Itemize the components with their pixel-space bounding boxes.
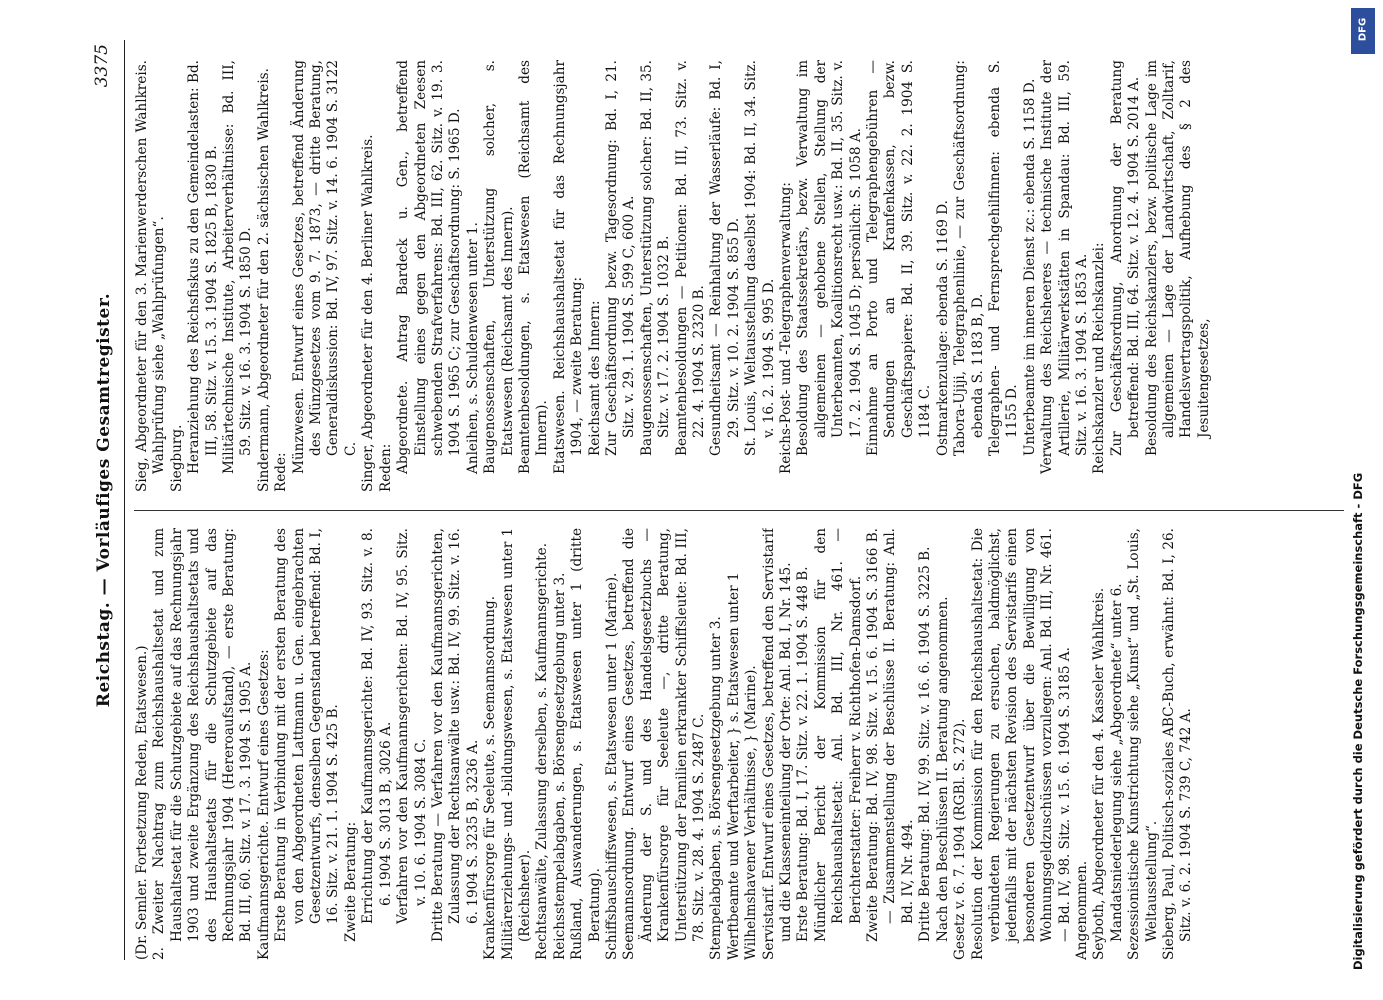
register-entry: Rede: — [273, 452, 290, 492]
register-entry: Ostmarkenzulage: ebenda S. 1169 D. — [934, 200, 951, 456]
register-entry: Schiffsbauschiffswesen, s. Etatswesen unter 1 (Marine). — [603, 572, 620, 960]
register-entry: (Dr. Semler. Fortsetzung Reden, Etatswesen.) — [134, 645, 150, 960]
register-entry: Baugenossenschaften, Unterstützung solcher: Bd. II, 35. Sitz. v. 17. 2. 1904 S. 1032 B. — [638, 60, 673, 456]
register-entry: Reichsstempelabgaben, s. Börsengesetzgebung unter 3. — [551, 572, 568, 960]
register-entry: Tabora-Ujiji, Telegraphenlinie, — zur Geschäftsordnung: ebenda S. 1183 B, D. — [952, 60, 986, 456]
register-entry: Einnahme an Porto und Telegraphengebühren — Sendungen an Kranfenkassen, bezw. Geschäftspapiere: Bd. II, 39. Sitz. v. 22. 2. 1904 S. 1184 C. — [865, 60, 934, 456]
dfg-credit-text: Digitalisierung gefördert durch die Deutsche Forschungsgemeinschaft - DFG — [1351, 472, 1365, 970]
register-entry: Erste Beratung: Bd. I, 17. Sitz. v. 22. 1. 1904 S. 448 B. — [795, 566, 812, 942]
register-entry: Rußland, Auswanderungen, s. Etatswesen unter 1 (dritte Beratung). — [569, 528, 603, 960]
register-entry: Telegraphen- und Fernsprechgehilfinnen: ebenda S. 1155 D. — [986, 60, 1021, 456]
register-entry: Werftbeamte und Werftarbeiter, } s. Etatswesen unter 1 — [725, 572, 742, 960]
register-entry: Gesetz v. 6. 7. 1904 (RGBl. S. 272). — [952, 718, 969, 960]
register-entry: Etatswesen. Reichshaushaltsetat für das Rechnungsjahr 1904, — zweite Beratung: — [551, 60, 586, 474]
page-header — [90, 40, 125, 960]
register-entry: Besoldung des Reichskanzlers, bezw. politische Lage im allgemeinen — Lage der Landwirtschaft, Zolltarif, Handelsvertragspolitik, Aufhebung des § 2 des Jesuitengesetzes, — [1143, 60, 1212, 456]
register-entry: Singer, Abgeordneter für den 4. Berliner Wahlkreis. — [360, 134, 377, 492]
register-entry: Reichs-Post- und -Telegraphenverwaltung: — [778, 182, 795, 474]
register-entry: Mündlicher Bericht der Kommission für den Reichshaushaltsetat: Anl. Bd. III, Nr. 461. — Berichterstatter: Freiherr v. Richthofen-Damsdorf. — [812, 528, 864, 942]
register-entry: Angenommen. — [1073, 860, 1090, 960]
register-entry: 2. Zweiter Nachtrag zum Reichshaushaltsetat und zum Haushaltsetat für die Schutzgebiete auf das Rechnungsjahr 1903 und zweite Ergänzung des Reichshaushaltsetats und des Haushaltsetats für die Schutzgebiete auf das Rechnungsjahr 1904 (Hereroaufstand), — erste Beratung: Bd. III, 60. Sitz. v. 17. 3. 1904 S. 1905 A. — [151, 528, 255, 960]
register-entry: Wilhelmshavener Verhältnisse, } (Marine). — [743, 665, 760, 960]
register-entry: Sieberg, Paul, Politisch-soziales ABC-Buch, erwähnt: Bd. I, 26. Sitz. v. 6. 2. 1904 S. 739 C, 742 A. — [1160, 528, 1195, 960]
digitization-note — [1346, 10, 1376, 990]
page-title: Reichstag. — Vorläufiges Gesamtregister. — [94, 292, 114, 708]
register-entry: Zweite Beratung: — [342, 821, 359, 942]
register-entry: Reichsamt des Innern: — [586, 300, 603, 456]
register-entry: Militärerziehungs- und -bildungswesen, s. Etatswesen unter 1 (Reichsheer). — [499, 528, 533, 960]
page-number: 3375 — [92, 44, 112, 88]
dfg-logo — [1351, 8, 1375, 54]
register-entry: Dritte Beratung: Bd. IV, 99. Sitz. v. 16. 6. 1904 S. 3225 B. — [917, 546, 934, 942]
register-entry: Stempelabgaben, s. Börsengesetzgebung unter 3. — [708, 616, 725, 960]
register-entry: St. Louis, Weltausstellung daselbst 1904: Bd. II, 34. Sitz. v. 16. 2. 1904 S. 995 D. — [743, 60, 777, 456]
register-entry: Rechtsanwälte, Zulassung derselben, s. Kaufmannsgerichte. — [534, 542, 551, 960]
register-entry: Verfahren vor den Kaufmannsgerichten: Bd. IV, 95. Sitz. v. 10. 6. 1904 S. 3084 C. — [395, 528, 429, 924]
register-entry: Gesundheitsamt — Reinhaltung der Wasserläufe: Bd. I, 29. Sitz. v. 10. 2. 1904 S. 855 D. — [708, 60, 742, 456]
register-entry: Besoldung des Staatssekretärs, bezw. Verwaltung im allgemeinen — gehobene Stellen, Stellung der Unterbeamten, Koalitionsrecht usw.: Bd. II, 35. Sitz. v. 17. 2. 1904 S. 1045 D; persönlich: S. 1058 A. — [795, 60, 864, 456]
register-entry: Nach den Beschlüssen II. Beratung angenommen. — [934, 596, 951, 942]
register-entry: Resolution der Kommission für den Reichshaushaltsetat: Die verbündeten Regierungen zu ersuchen, baldmöglichst, jedenfalls mit der nächsten Revision des Servistarifs einen besonderen Gesetzentwurf über die Bewilligung von Wohnungsgeldzuschüssen vorzulegen: Anl. Bd. III, Nr. 461. — Bd. IV, 98. Sitz. v. 15. 6. 1904 S. 3185 A. — [969, 528, 1073, 960]
register-entry: Beamtenbesoldungen, s. Etatswesen (Reichsamt des Innern). — [516, 60, 551, 474]
register-entry: Sezessionistische Kunstrichtung siehe „Kunst“ und „St. Louis, Weltausstellung“. — [1126, 528, 1160, 960]
dfg-logo-text: DFG — [1357, 17, 1369, 42]
register-entry: Servistarif. Entwurf eines Gesetzes, betreffend den Servistarif und die Klasseneinteilung der Orte: Anl. Bd. I, Nr. 145. — [760, 528, 795, 960]
register-entry: Erste Beratung in Verbindung mit der ersten Beratung des von den Abgeordneten Lattmann u. Gen. eingebrachten Gesetzentwurfs, denselben Gegenstand betreffend: Bd. I, 16. Sitz. v. 21. 1. 1904 S. 425 B. — [273, 528, 342, 942]
register-entry: Abgeordnete. Antrag Bardeck u. Gen., betreffend Einstellung eines gegen den Abgeordneten Zeesen schwebenden Strafverfahrens: Bd. III, 62. Sitz. v. 19. 3. 1904 S. 1965 C; zur Geschäftsordnung: S. 1965 D. — [395, 60, 464, 474]
register-entry: Beamtenbesoldungen — Petitionen: Bd. III, 73. Sitz. v. 22. 4. 1904 S. 2320 B. — [673, 60, 707, 456]
register-entry: Baugenossenschaften, Unterstützung solcher, s. Etatswesen (Reichsamt des Innern). — [482, 60, 516, 474]
left-column — [134, 528, 1349, 960]
right-column — [134, 60, 1349, 492]
register-entry: Sieg, Abgeordneter für den 3. Marienwerderschen Wahlkreis. Wahlprüfung siehe „Wahlprüfungen“. — [134, 60, 168, 492]
register-entry: Sindermann, Abgeordneter für den 2. sächsischen Wahlkreis. — [255, 68, 272, 492]
register-entry: Reichskanzler und Reichskanzlei: — [1091, 242, 1108, 474]
register-entry: Seyboth, Abgeordneter für den 4. Kasseler Wahlkreis. — [1091, 587, 1108, 960]
register-entry: Münzwesen. Entwurf eines Gesetzes, betreffend Änderung des Münzgesetzes vom 9. 7. 1873, — dritte Beratung, Generaldiskussion: Bd. IV, 97. Sitz. v. 14. 6. 1904 S. 3122 C. — [290, 60, 359, 474]
register-entry: Unterbeamte im inneren Dienst zc.: ebenda S. 1158 D. — [1021, 78, 1038, 456]
register-entry: Kaufmannsgerichte. Entwurf eines Gesetzes: — [255, 649, 272, 960]
register-entry: Zweite Beratung: Bd. IV, 98. Sitz. v. 15. 6. 1904 S. 3166 B. — Zusammenstellung der Beschlüsse II. Beratung: Anl. Bd. IV, Nr. 494. — [865, 528, 916, 942]
register-page — [90, 40, 1360, 960]
register-entry: Dritte Beratung — Verfahren vor den Kaufmannsgerichten, Zulassung der Rechtsanwälte usw.: Bd. IV, 99. Sitz. v. 16. 6. 1904 S. 3235 B, 3236 A. — [429, 528, 481, 942]
register-entry: Errichtung der Kaufmannsgerichte: Bd. IV, 93. Sitz. v. 8. 6. 1904 S. 3013 B, 3026 A. — [360, 528, 394, 924]
register-entry: Militärtechnische Institute, Arbeiterverhältnisse: Bd. III, 59. Sitz. v. 16. 3. 1904 S. 1850 D. — [221, 60, 255, 474]
register-entry: Krankenfürsorge für Seeleute, s. Seemannsordnung. — [482, 595, 499, 960]
register-entry: Seemannsordnung. Entwurf eines Gesetzes, betreffend die Änderung der S. und des Handelsgesetzbuchs — Krankenfürsorge für Seeleute —, dritte Beratung, Unterstützung der Familien erkrankter Schiffsleute: Bd. III, 78. Sitz. v. 28. 4. 1904 S. 2487 C. — [621, 528, 707, 960]
register-entry: Siegburg. — [168, 424, 185, 492]
register-entry: Heranziehung des Reichsfiskus zu den Gemeindelasten: Bd. III, 58. Sitz. v. 15. 3. 1904 S. 1825 B, 1830 B. — [186, 60, 220, 474]
register-entry: Anleihen, s. Schuldenwesen unter 1. — [464, 222, 481, 474]
register-entry: Reden: — [377, 443, 394, 492]
register-entry: Verwaltung des Reichsheeres — technische Institute der Artillerie, Militärwerkstätten in Spandau: Bd. III, 59. Sitz. v. 16. 3. 1904 S. 1853 A. — [1039, 60, 1090, 474]
register-entry: Zur Geschäftsordnung, Anordnung der Beratung betreffend: Bd. III, 64. Sitz. v. 12. 4. 1904 S. 2014 A. — [1108, 60, 1143, 456]
register-entry: Mandatsniederlegung siehe „Abgeordnete“ unter 6. — [1108, 583, 1125, 942]
column-divider — [134, 510, 1344, 511]
register-entry: Zur Geschäftsordnung bezw. Tagesordnung: Bd. I, 21. Sitz. v. 29. 1. 1904 S. 599 C, 600 A. — [603, 60, 638, 456]
